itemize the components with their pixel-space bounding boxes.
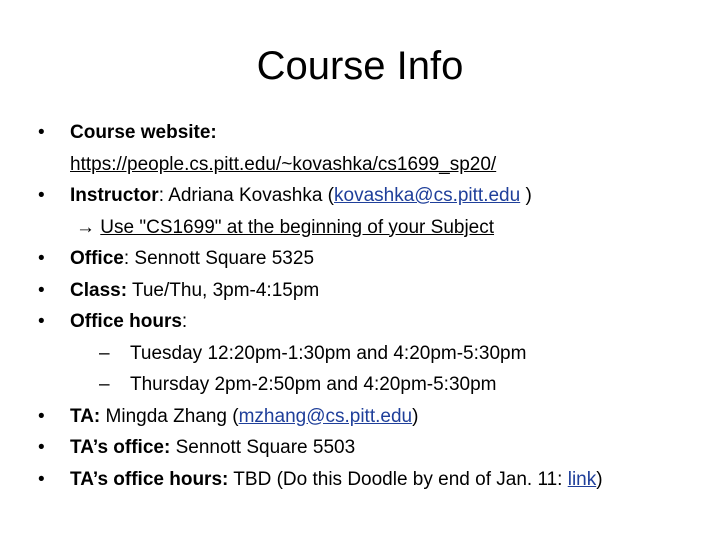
bullet-icon: • [38,437,45,458]
ta-office-hours-text: TBD (Do this Doodle by end of Jan. 11: [228,468,568,490]
office-hours-label: Office hours [70,311,182,332]
slide-title: Course Info [256,44,464,88]
website-label: Course website: [70,122,217,143]
office-text: : Sennott Square 5325 [123,248,315,269]
bullet-icon: • [38,405,45,427]
ta-office-hours-label: TA’s office hours: [70,468,229,490]
hours-thursday: Thursday 2pm-2:50pm and 4:20pm-5:30pm [130,374,497,395]
list-item-ta-office-hours [0,464,720,496]
list-item-instructor [0,180,720,212]
bullet-icon: • [38,468,45,490]
instructor-email-link[interactable]: kovashka@cs.pitt.edu [334,185,521,206]
course-website-link[interactable]: https://people.cs.pitt.edu/~kovashka/cs1699_sp20/ [70,153,497,175]
dash-icon: – [99,374,110,395]
doodle-link[interactable]: link [567,468,597,490]
arrow-icon: → [76,216,95,238]
bullet-list [0,117,720,495]
sub-item-thursday [0,369,720,401]
list-item-website-url [0,149,720,181]
list-item-office [0,243,720,275]
ta-email-link[interactable]: mzhang@cs.pitt.edu [238,405,413,427]
office-hours-colon: : [181,311,188,332]
list-item-ta [0,401,720,433]
bullet-icon: • [38,248,45,269]
bullet-icon: • [38,311,45,332]
list-item-class [0,275,720,307]
ta-text: Mingda Zhang ( [100,405,239,427]
ta-close: ) [412,405,419,427]
ta-office-hours-close: ) [596,468,603,490]
office-label: Office [70,248,124,269]
ta-office-text: Sennott Square 5503 [170,437,356,458]
class-text: Tue/Thu, 3pm-4:15pm [127,279,320,301]
ta-label: TA: [70,405,101,427]
bullet-icon: • [38,185,45,206]
subject-note: Use "CS1699" at the beginning of your Subject [100,216,495,238]
sub-item-tuesday [0,338,720,370]
list-item-subject-note [0,212,720,244]
bullet-icon: • [38,122,45,143]
list-item-office-hours [0,306,720,338]
bullet-icon: • [38,279,45,301]
ta-office-label: TA’s office: [70,437,171,458]
dash-icon: – [99,342,110,364]
list-item-website [0,117,720,149]
hours-tuesday: Tuesday 12:20pm-1:30pm and 4:20pm-5:30pm [130,342,527,364]
class-label: Class: [70,279,128,301]
instructor-close: ) [520,185,532,206]
instructor-label: Instructor [70,185,159,206]
list-item-ta-office [0,432,720,464]
instructor-text: : Adriana Kovashka ( [158,185,335,206]
